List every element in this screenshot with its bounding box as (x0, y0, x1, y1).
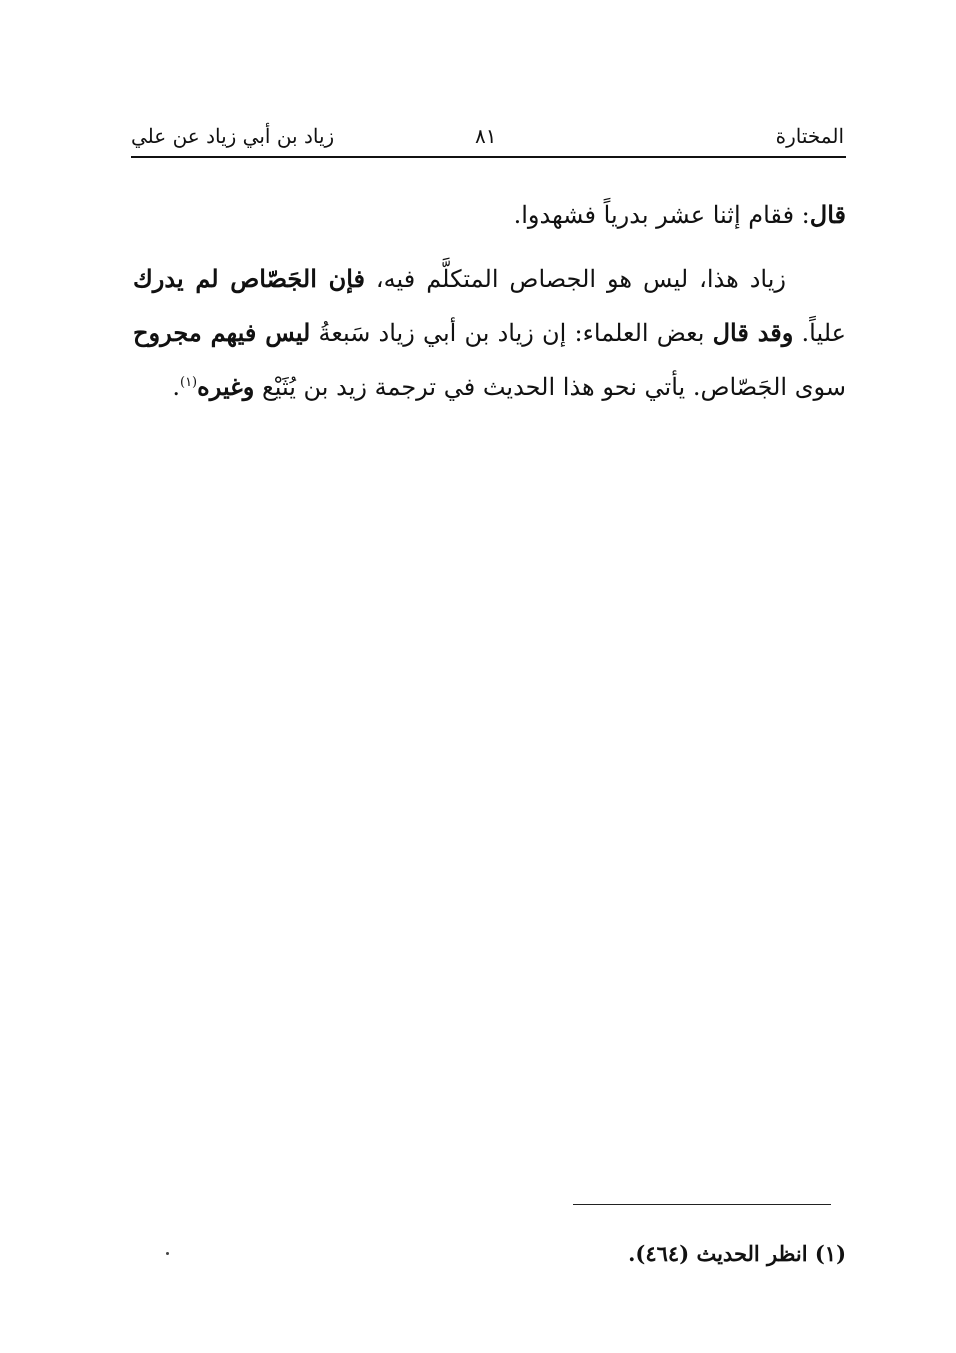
para2-bold3: ليس فيهم مجروح (133, 318, 311, 347)
footnote-marker[interactable]: (١) (179, 375, 198, 390)
para2-bold4: وغيره (197, 372, 255, 401)
paragraph-1 (133, 188, 846, 242)
page-number: ٨١ (475, 124, 497, 148)
para2-bold1: فإن الجَصّاص لم يدرك (133, 264, 365, 293)
para1-label: قال (809, 200, 846, 229)
footnote-rule (573, 1204, 831, 1205)
running-header (131, 120, 844, 156)
para2-part2: علياً. (793, 319, 846, 347)
body-text (133, 188, 846, 414)
header-rule (131, 156, 846, 158)
paragraph-2 (133, 252, 846, 414)
book-title: المختارة (775, 124, 844, 148)
para2-bold2: وقد قال (712, 318, 794, 347)
para2-part3: بعض العلماء: إن زياد بن أبي زياد سَبعةُ (310, 319, 713, 347)
para2-part1: زياد هذا، ليس هو الجصاص المتكلَّم فيه، (364, 265, 786, 293)
para1-text: : فقام إثنا عشر بدرياً فشهدوا. (513, 201, 810, 229)
para2-part4: سوى الجَصّاص. يأتي نحو هذا الحديث في ترجمة زيد بن يُثَيْع (254, 373, 846, 401)
para2-end: . (172, 373, 180, 401)
footnote-1: (١) انظر الحديث (٤٦٤). (628, 1241, 846, 1266)
scan-speck (166, 1252, 169, 1255)
chapter-title: زياد بن أبي زياد عن علي (131, 124, 335, 148)
